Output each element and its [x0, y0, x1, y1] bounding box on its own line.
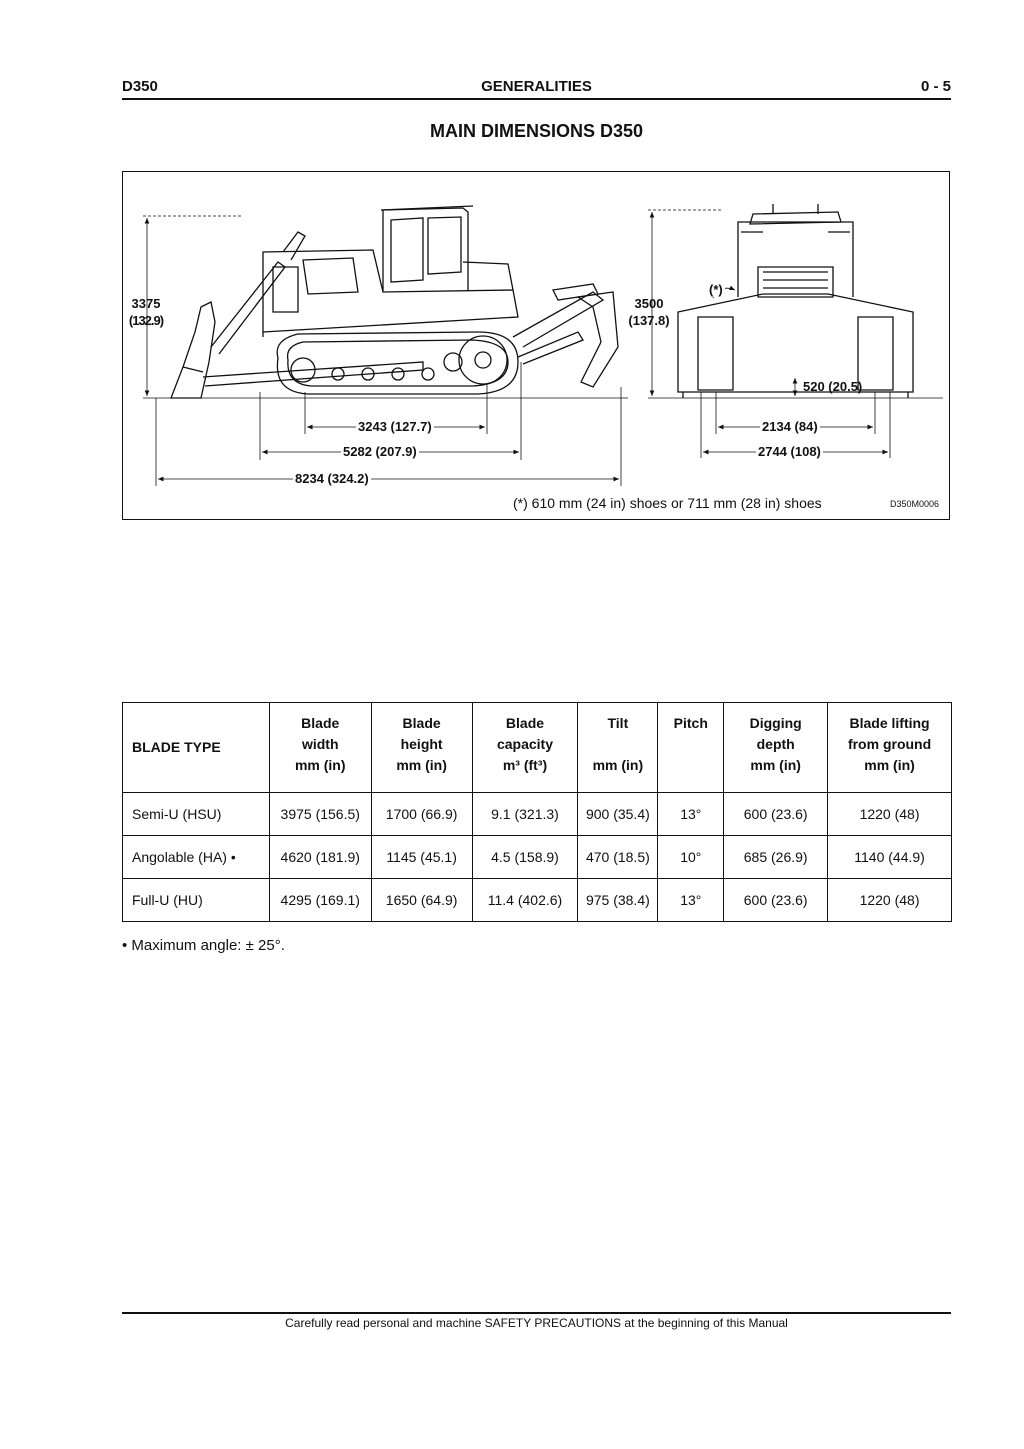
row-blade-type: Angolable (HA) •: [123, 836, 270, 879]
shoe-footnote-mark: (*): [709, 282, 723, 297]
page-header: [122, 76, 951, 100]
row-blade-type: Full-U (HU): [123, 879, 270, 922]
cell-height: 1145 (45.1): [371, 836, 472, 879]
header-digging-depth: Digging depth mm (in): [724, 703, 828, 793]
cell-width: 3975 (156.5): [269, 793, 371, 836]
overall-length-dimension: 8234 (324.2): [295, 471, 369, 486]
cell-blade-lifting: 1220 (48): [828, 879, 952, 922]
overall-width-dimension: 2744 (108): [758, 444, 821, 459]
cell-pitch: 10°: [658, 836, 724, 879]
table-row: [123, 836, 952, 879]
rear-height-dimension: [623, 295, 675, 329]
body-length-dimension: 5282 (207.9): [343, 444, 417, 459]
page-title: MAIN DIMENSIONS D350: [429, 121, 644, 141]
cell-width: 4620 (181.9): [269, 836, 371, 879]
table-row: [123, 793, 952, 836]
cell-digging-depth: 600 (23.6): [724, 879, 828, 922]
header-blade-capacity: Blade capacity m³ (ft³): [472, 703, 578, 793]
cell-height: 1700 (66.9): [371, 793, 472, 836]
table-header-row: [123, 703, 952, 793]
dimensions-figure: [122, 171, 950, 520]
header-blade-type: BLADE TYPE: [123, 703, 270, 793]
header-tilt: Tilt mm (in): [578, 703, 658, 793]
cell-width: 4295 (169.1): [269, 879, 371, 922]
rear-height-mm: 3500: [634, 296, 664, 311]
cell-digging-depth: 600 (23.6): [724, 793, 828, 836]
cell-height: 1650 (64.9): [371, 879, 472, 922]
header-pitch: Pitch: [658, 703, 724, 793]
bulldozer-drawing: [123, 172, 951, 521]
cell-blade-lifting: 1140 (44.9): [828, 836, 952, 879]
max-angle-footnote: • Maximum angle: ± 25°.: [122, 937, 285, 954]
blade-spec-table: [122, 702, 952, 922]
cell-pitch: 13°: [658, 879, 724, 922]
cell-tilt: 975 (38.4): [578, 879, 658, 922]
figure-reference: D350M0006: [889, 499, 939, 509]
rear-height-in: (137.8): [628, 313, 670, 328]
page-footer: Carefully read personal and machine SAFETY PRECAUTIONS at the beginning of this Manual: [285, 1316, 788, 1330]
cell-tilt: 470 (18.5): [578, 836, 658, 879]
footer-divider: [122, 1312, 951, 1314]
section-title: GENERALITIES: [481, 78, 592, 95]
header-blade-width: Blade width mm (in): [269, 703, 371, 793]
side-height-in: (132.9): [128, 313, 164, 328]
shoes-note: (*) 610 mm (24 in) shoes or 711 mm (28 in) shoes: [513, 495, 822, 511]
cell-capacity: 11.4 (402.6): [472, 879, 578, 922]
cell-blade-lifting: 1220 (48): [828, 793, 952, 836]
model-label: D350: [122, 78, 158, 95]
side-height-dimension: [125, 295, 167, 329]
cell-capacity: 4.5 (158.9): [472, 836, 578, 879]
cell-pitch: 13°: [658, 793, 724, 836]
row-blade-type: Semi-U (HSU): [123, 793, 270, 836]
track-length-dimension: 3243 (127.7): [358, 419, 432, 434]
side-height-mm: 3375: [131, 296, 161, 311]
track-gauge-dimension: 2134 (84): [762, 419, 818, 434]
header-blade-height: Blade height mm (in): [371, 703, 472, 793]
side-view-icon: [171, 206, 618, 398]
rear-view-icon: [678, 204, 913, 398]
header-blade-lifting: Blade lifting from ground mm (in): [828, 703, 952, 793]
ground-clearance-dimension: 520 (20.5): [803, 379, 863, 394]
cell-tilt: 900 (35.4): [578, 793, 658, 836]
cell-digging-depth: 685 (26.9): [724, 836, 828, 879]
table-row: [123, 879, 952, 922]
cell-capacity: 9.1 (321.3): [472, 793, 578, 836]
page-number: 0 - 5: [920, 78, 951, 95]
